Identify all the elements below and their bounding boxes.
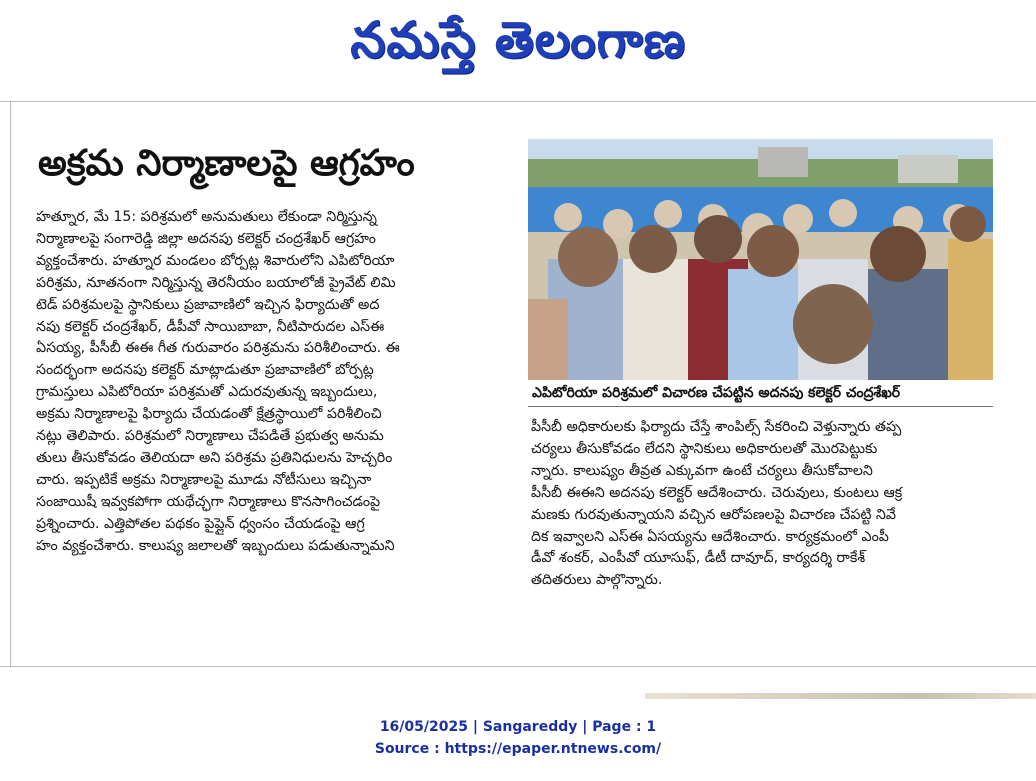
adjacent-article-edge	[645, 693, 1036, 699]
article-text-line: ప్రశ్నించారు. ఎత్తిపోతల పథకం పైప్లైన్ ధ్వంసం చేయడంపై ఆగ్ర	[36, 515, 365, 532]
article-text-line: నట్లు తెలిపారు. పరిశ్రమలో నిర్మాణాలు చేపడితే ప్రభుత్వ అనుమ	[36, 428, 384, 445]
article-text-line: తదితరులు పాల్గొన్నారు.	[531, 572, 663, 589]
article-text-line: పరిశ్రమ, నూతనంగా నిర్మిస్తున్న తెరనీయం బయాలోజీ ప్రైవేట్ లిమి	[36, 274, 396, 291]
article-text-line: డీవో శంకర్, ఎంపీవో యూసుఫ్, డీటీ దావూద్, కార్యదర్శి రాకేశ్	[531, 550, 866, 567]
article-text-line: హం వ్యక్తంచేశారు. కాలుష్య జలాలతో ఇబ్బందులు పడుతున్నామని	[36, 537, 395, 554]
article-text-line: మణకు గురవుతున్నాయని వచ్చిన ఆరోపణలపై విచారణ చేపట్టి నివే	[531, 506, 896, 523]
page-divider-top	[0, 101, 1036, 102]
page-divider-bottom	[0, 666, 1036, 667]
article-text-line: తులు తీసుకోవడం తెలియదా అని పరిశ్రమ ప్రతినిధులను హెచ్చరిం	[36, 449, 393, 466]
article-text-line: చారు. ఇప్పటికే అక్రమ నిర్మాణాలపై మూడు నోటీసులు ఇచ్చినా	[36, 471, 372, 488]
masthead	[0, 0, 1036, 92]
article-text-line: హత్నూర, మే 15: పరిశ్రమలో అనుమతులు లేకుండా నిర్మిస్తున్న	[36, 209, 377, 225]
article-text-line: ఏసయ్య, పీసీబీ ఈఈ గీత గురువారం పరిశ్రమను పరిశీలించారు. ఈ	[36, 340, 400, 357]
page-divider-left	[10, 101, 11, 667]
article-text-line: చర్యలు తీసుకోవడం లేదని స్థానికులు అధికారులతో మొరపెట్టుకు	[531, 440, 878, 457]
article-text-line: నిర్మాణాలపై సంగారెడ్డి జిల్లా అదనపు కలెక్టర్ చంద్రశేఖర్ ఆగ్రహం	[36, 230, 376, 247]
officials-inspection-photo	[528, 139, 993, 380]
article-text-line: వ్యక్తంచేశారు. హత్నూర మండలం బోర్పట్ల శివారులోని ఎపిటోరియా	[36, 252, 395, 269]
article-text-line: గ్రామస్తులు ఎపిటోరియా పరిశ్రమతో ఎదురవుతున్న ఇబ్బందులు,	[36, 384, 378, 401]
photo-caption: ఎపిటోరియా పరిశ్రమలో విచారణ చేపట్టిన అదనపు కలెక్టర్ చంద్రశేఖర్	[528, 380, 993, 407]
article-body-left-column	[36, 207, 518, 558]
news-photo	[528, 139, 993, 380]
article-text-line: నపు కలెక్టర్ చంద్రశేఖర్, డీపీవో సాయిబాబా, నీటిపారుదల ఎస్ఈ	[36, 318, 385, 335]
article-text-line: దిక ఇవ్వాలని ఎస్ఈ ఏసయ్యను ఆదేశించారు. కార్యక్రమంలో ఎంపీ	[531, 528, 889, 545]
article-body-right-column	[531, 417, 1001, 592]
article-text-line: సందర్భంగా అదనపు కలెక్టర్ మాట్లాడుతూ ప్రజావాణిలో బోర్పట్ల	[36, 362, 374, 379]
article-text-line: న్నారు. కాలుష్యం తీవ్రత ఎక్కువగా ఉంటే చర్యలు తీసుకోవాలని	[531, 462, 873, 479]
article-text-line: టెడ్ పరిశ్రమలపై స్థానికులు ప్రజావాణిలో ఇచ్చిన ఫిర్యాదుతో అద	[36, 296, 380, 313]
article-text-line: పీసీబీ అధికారులకు ఫిర్యాదు చేస్తే శాంపిల్స్ సేకరించి వెళ్తున్నారు తప్ప	[531, 419, 902, 435]
edition-info: 16/05/2025 | Sangareddy | Page : 1	[379, 719, 657, 735]
article-text-line: సంజాయిషీ ఇవ్వకపోగా యథేచ్ఛగా నిర్మాణాలు కొనసాగించడంపై	[36, 493, 381, 510]
epaper-footer	[0, 716, 1036, 760]
article-text-line: అక్రమ నిర్మాణాలపై ఫిర్యాదు చేయడంతో క్షేత్రస్థాయిలో పరిశీలించి	[36, 406, 382, 423]
article-headline: అక్రమ నిర్మాణాలపై ఆగ్రహం	[38, 143, 415, 184]
source-link[interactable]: Source : https://epaper.ntnews.com/	[374, 741, 662, 757]
article-text-line: పీసీబీ ఈఈని అదనపు కలెక్టర్ ఆదేశించారు. చెరువులు, కుంటలు ఆక్ర	[531, 484, 903, 501]
newspaper-logo: నమస్తే తెలంగాణ	[350, 10, 686, 69]
